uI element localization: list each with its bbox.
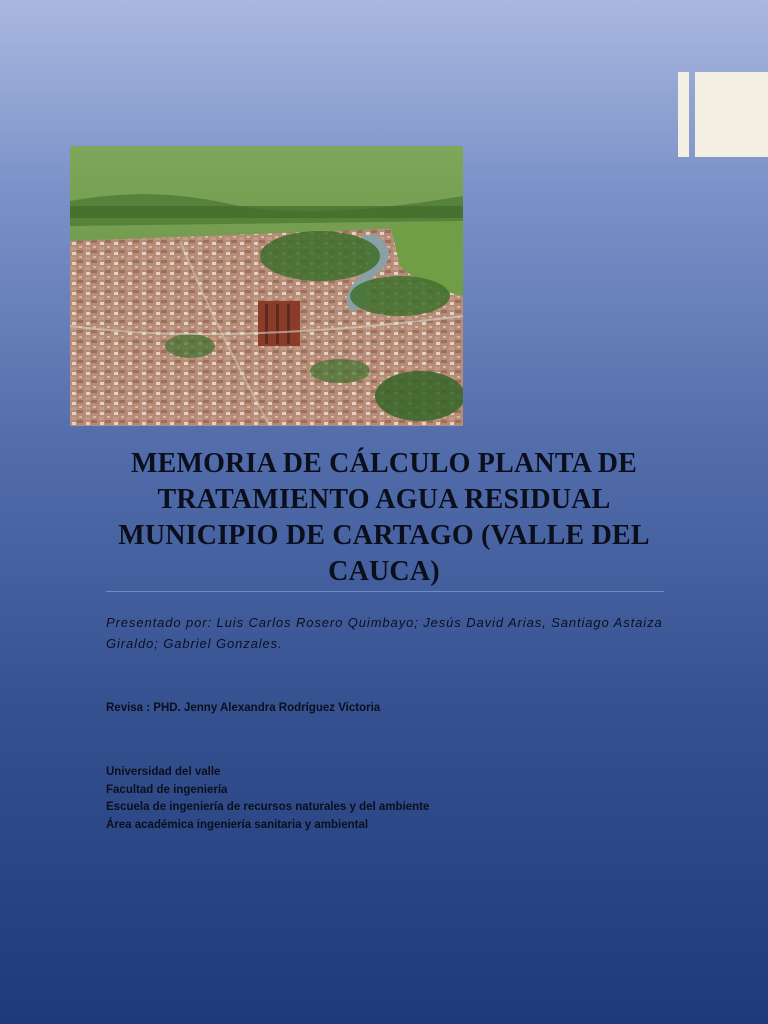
affiliation-university: Universidad del valle — [106, 766, 221, 778]
affiliation-faculty: Facultad de ingeniería — [106, 783, 228, 796]
affiliation-area: Área académica ingeniería sanitaria y ambiental — [106, 818, 369, 831]
reviewer-text: Revisa : PHD. Jenny Alexandra Rodríguez Victoria — [106, 702, 381, 714]
title-divider — [106, 591, 664, 592]
document-title: MEMORIA DE CÁLCULO PLANTA DE TRATAMIENTO AGUA RESIDUAL MUNICIPIO DE CARTAGO (VALLE DEL CAUCA) — [118, 448, 650, 587]
affiliation-block — [106, 764, 666, 834]
authors-text: Presentado por: Luis Carlos Rosero Quimbayo; Jesús David Arias, Santiago Astaiza Giraldo; Gabriel Gonzales. — [106, 615, 663, 651]
aerial-city-photo-icon — [70, 146, 463, 426]
affiliation-school: Escuela de ingeniería de recursos naturales y del ambiente — [106, 801, 430, 813]
corner-accent-bar — [678, 72, 689, 157]
corner-accent-block — [695, 72, 768, 157]
